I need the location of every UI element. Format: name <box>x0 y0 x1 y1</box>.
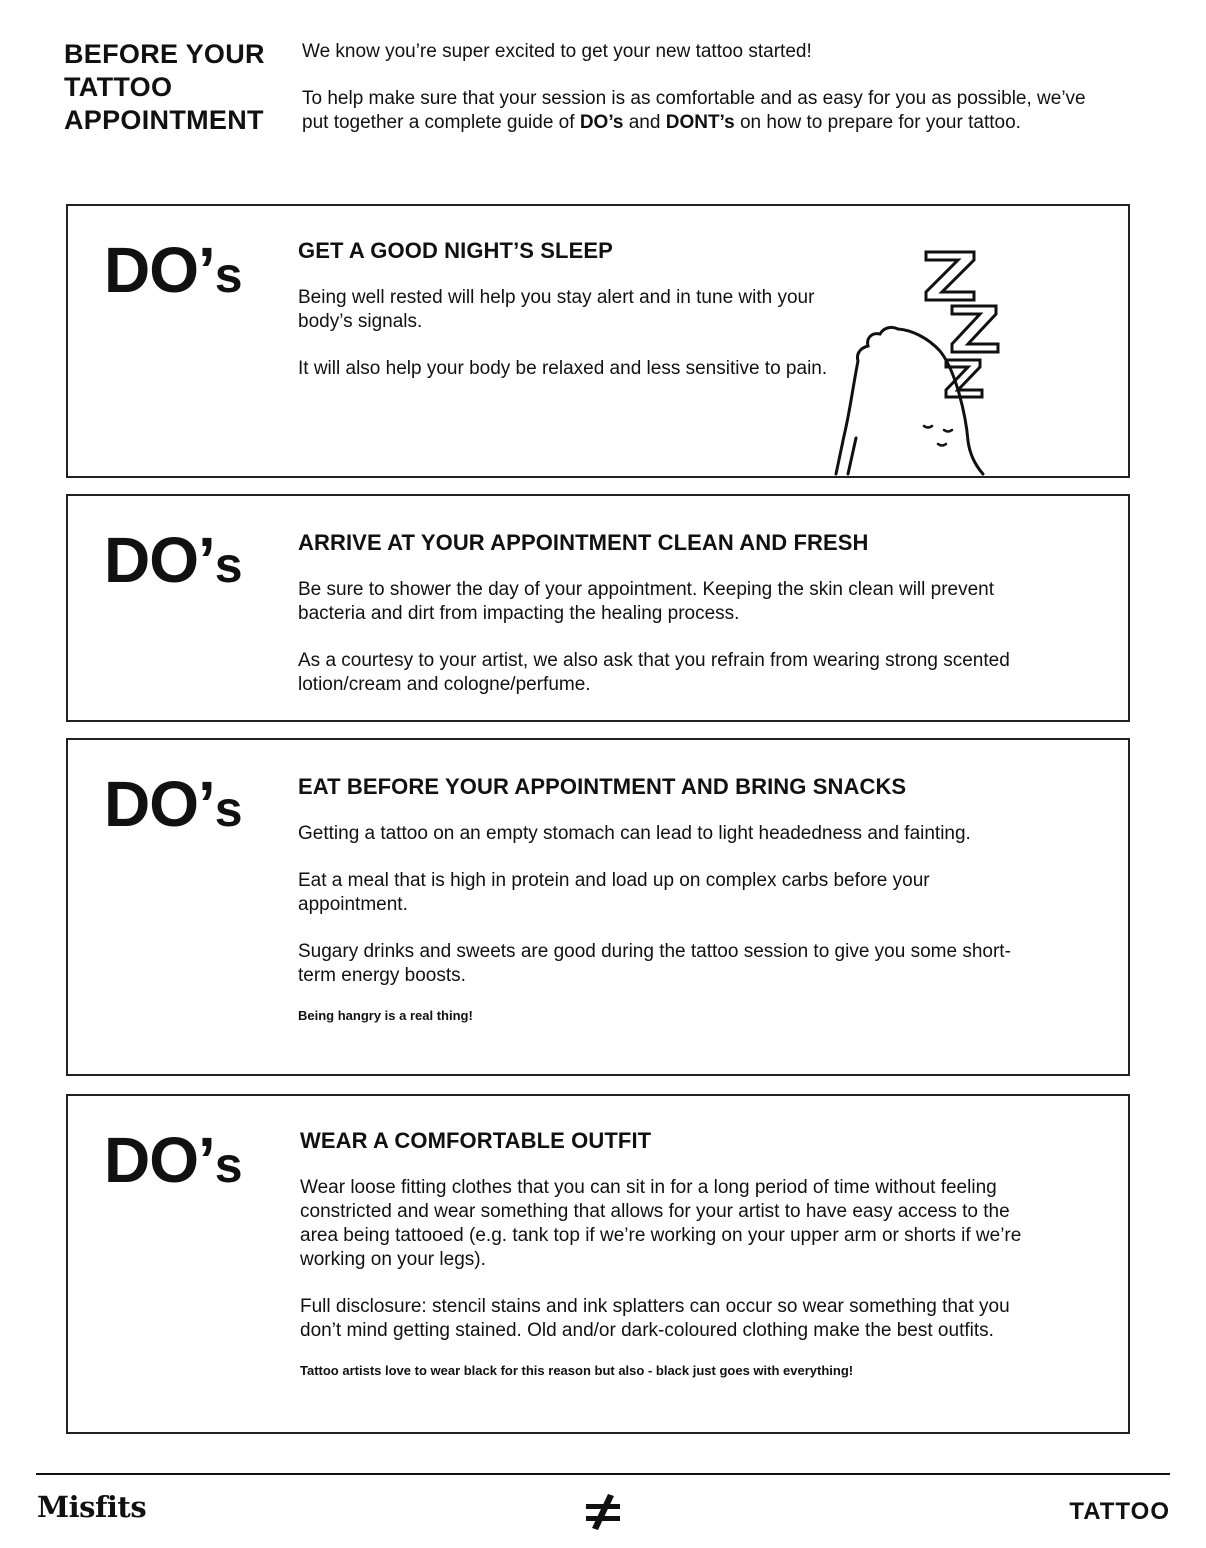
tip-paragraph: As a courtesy to your artist, we also ask that you refrain from wearing strong scented lotion/cream and cologne/perfume. <box>298 650 1010 695</box>
dos-label-main: DO’ <box>104 234 215 306</box>
tip-content <box>298 774 1028 1048</box>
tip-paragraph: Getting a tattoo on an empty stomach can lead to light headedness and fainting. <box>298 823 971 844</box>
dos-label-suffix: s <box>214 1137 243 1193</box>
tip-paragraph: Wear loose fitting clothes that you can sit in for a long period of time without feeling constricted and wear something that allows for your artist to have easy access to the area being tattooed (e.g. tank top if we’re working on your upper arm or shorts if we’re working on your legs). <box>300 1177 1022 1270</box>
tip-content <box>298 238 858 404</box>
dos-label-suffix: s <box>214 781 243 837</box>
guide-dos-emphasis: DO’s <box>579 112 624 133</box>
tip-paragraph: Full disclosure: stencil stains and ink splatters can occur so wear something that you don’t mind getting stained. Old and/or dark-coloured clothing make the best outfits. <box>300 1296 1010 1341</box>
tip-content <box>298 530 1018 720</box>
page-title-line: BEFORE YOUR <box>64 39 265 69</box>
guide-paragraph <box>302 87 1102 135</box>
page-title <box>64 38 284 137</box>
tip-heading: GET A GOOD NIGHT’S SLEEP <box>298 238 613 263</box>
page-title-line: TATTOO <box>64 72 173 102</box>
dos-label <box>104 524 243 597</box>
tip-note: Being hangry is a real thing! <box>298 1008 473 1023</box>
tip-paragraph: Being well rested will help you stay alert and in tune with your body’s signals. <box>298 287 815 332</box>
dos-label-suffix: s <box>214 247 243 303</box>
dos-label <box>104 1124 243 1197</box>
guide-donts-emphasis: DONT’s <box>665 112 735 133</box>
tip-paragraph: Eat a meal that is high in protein and load up on complex carbs before your appointment. <box>298 870 930 915</box>
tip-paragraph: Sugary drinks and sweets are good during the tattoo session to give you some short-term energy boosts. <box>298 941 1011 986</box>
tip-card-eat <box>66 738 1130 1076</box>
dos-label-main: DO’ <box>104 1124 215 1196</box>
tip-content <box>300 1128 1040 1403</box>
dos-label <box>104 234 243 307</box>
page-header <box>64 38 1134 168</box>
tip-heading: ARRIVE AT YOUR APPOINTMENT CLEAN AND FRESH <box>298 530 869 555</box>
page-title-line: APPOINTMENT <box>64 105 264 135</box>
tip-paragraph: It will also help your body be relaxed and less sensitive to pain. <box>298 358 828 379</box>
guide-text: on how to prepare for your tattoo. <box>734 112 1021 133</box>
footer-tattoo-label: TATTOO <box>1069 1498 1170 1525</box>
guide-text: and <box>623 112 666 133</box>
tip-heading: EAT BEFORE YOUR APPOINTMENT AND BRING SNACKS <box>298 774 907 799</box>
intro-text <box>302 40 1102 159</box>
dos-label-suffix: s <box>214 537 243 593</box>
not-equal-icon <box>584 1492 622 1532</box>
sleeping-character-zzz-icon <box>828 226 1058 476</box>
dos-label-main: DO’ <box>104 768 215 840</box>
brand-logo: Misfits <box>37 1490 147 1524</box>
intro-paragraph: We know you’re super excited to get your new tattoo started! <box>302 41 812 62</box>
tip-paragraph: Be sure to shower the day of your appointment. Keeping the skin clean will prevent bacteria and dirt from impacting the healing process. <box>298 579 995 624</box>
tip-card-clean <box>66 494 1130 722</box>
dos-label-main: DO’ <box>104 524 215 596</box>
footer-divider <box>36 1473 1170 1475</box>
tip-card-outfit <box>66 1094 1130 1434</box>
tip-card-sleep <box>66 204 1130 478</box>
tip-note: Tattoo artists love to wear black for this reason but also - black just goes with everything! <box>300 1363 854 1378</box>
guide-text: To help make sure that your session is as comfortable and as easy for you as possible, we’ve put together a complete guide of <box>302 88 1086 133</box>
dos-label <box>104 768 243 841</box>
tip-heading: WEAR A COMFORTABLE OUTFIT <box>300 1128 652 1153</box>
